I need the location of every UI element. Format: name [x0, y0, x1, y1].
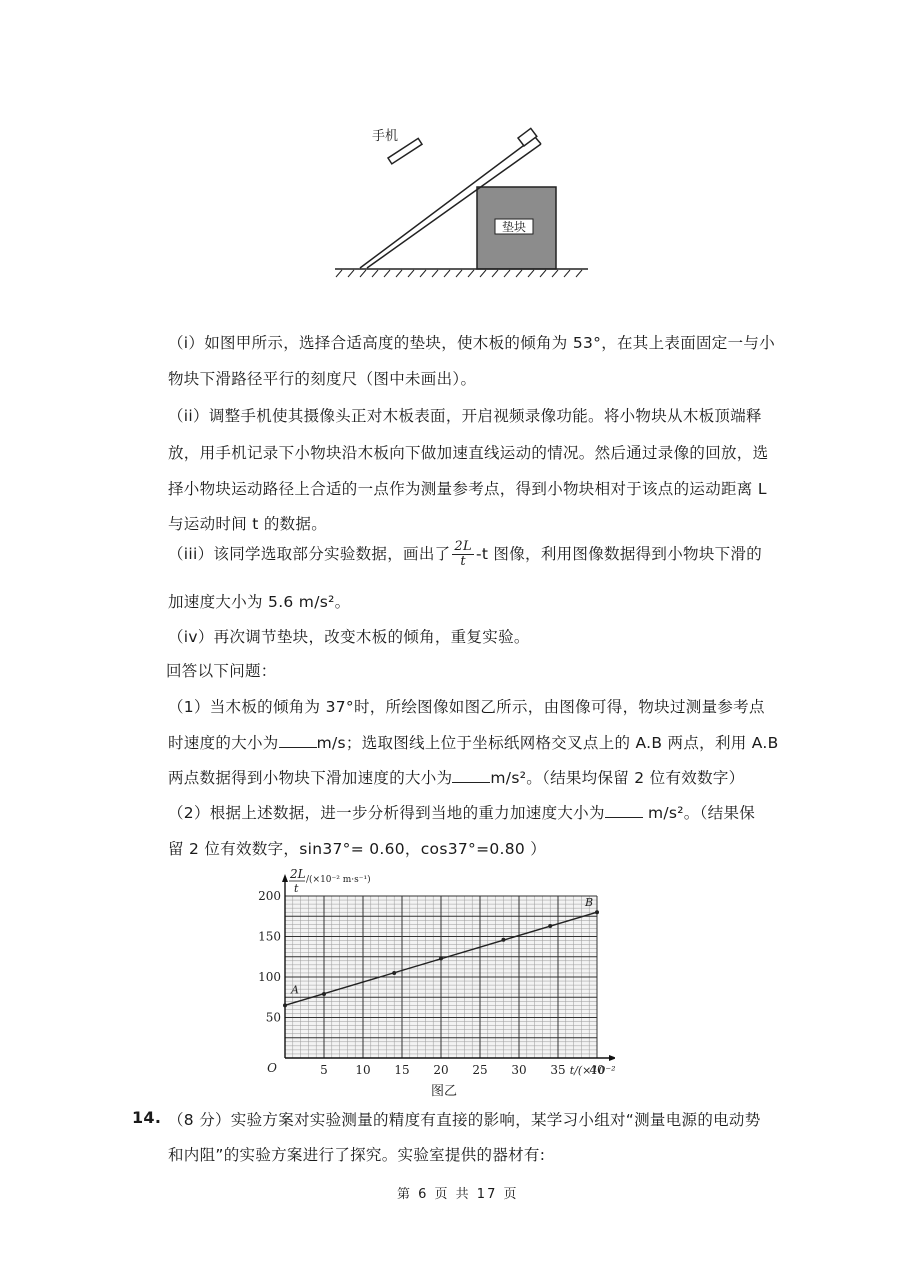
q14-line2: 和内阻”的实验方案进行了探究。实验室提供的器材有: [168, 1146, 546, 1164]
y-tick-label: 50 [265, 1010, 281, 1025]
x-tick-label: 15 [394, 1063, 410, 1077]
data-point [548, 924, 552, 928]
data-point [322, 992, 326, 996]
y-tick-label: 100 [258, 970, 281, 984]
answer-intro: 回答以下问题： [166, 662, 277, 680]
origin-label: O [267, 1061, 277, 1075]
y-tick-label: 200 [258, 889, 281, 903]
x-axis-label: t/(×10⁻² [569, 1064, 615, 1077]
step-iii-text-b: -t 图像，利用图像数据得到小物块下滑的 [475, 545, 763, 563]
answer-blank-velocity[interactable] [279, 733, 317, 748]
phone-label: 手机 [372, 129, 399, 144]
figure-incline-setup [330, 120, 600, 290]
point-label-B: B [585, 896, 594, 910]
chart-figure-yi [255, 868, 615, 1098]
y-label-denominator: t [294, 882, 299, 895]
answer-blank-gravity[interactable] [605, 803, 643, 818]
x-tick-label: 10 [355, 1063, 371, 1077]
q1-line1: （1）当木板的倾角为 37°时，所绘图像如图乙所示，由图像可得，物块过测量参考点 [168, 698, 765, 716]
x-tick-label: 35 [550, 1063, 566, 1077]
q1-line3: 两点数据得到小物块下滑加速度的大小为 m/s²。（结果均保留 2 位有效数字） [168, 769, 745, 787]
chart-svg [255, 868, 615, 1098]
step-i-line1: （i）如图甲所示，选择合适高度的垫块，使木板的倾角为 53°，在其上表面固定一与小 [168, 334, 776, 352]
step-ii-line1: （ii）调整手机使其摄像头正对木板表面，开启视频录像功能。将小物块从木板顶端释 [168, 407, 762, 425]
answer-blank-acceleration[interactable] [452, 768, 490, 783]
x-tick-label: 40 [589, 1063, 605, 1077]
q2-line2: 留 2 位有效数字，sin37°= 0.60，cos37°=0.80 ） [168, 840, 547, 858]
x-tick-label: 20 [433, 1063, 449, 1077]
step-iv: （iv）再次调节垫块，改变木板的倾角，重复实验。 [168, 628, 530, 646]
step-iii-line2: 加速度大小为 5.6 m/s²。 [168, 593, 351, 611]
step-iii-line1 [168, 540, 768, 569]
step-ii-line4: 与运动时间 t 的数据。 [168, 515, 328, 533]
q14-line1: （8 分）实验方案对实验测量的精度有直接的影响，某学习小组对“测量电源的电动势 [168, 1111, 761, 1129]
step-i-line2: 物块下滑路径平行的刻度尺（图中未画出）。 [168, 370, 477, 388]
q1-line2: 时速度的大小为 m/s；选取图线上位于坐标纸网格交叉点上的 A.B 两点，利用 A.B [168, 734, 779, 752]
x-tick-label: 30 [511, 1063, 527, 1077]
step-iii-text-a: （iii）该同学选取部分实验数据，画出了 [168, 545, 451, 563]
block-label: 垫块 [501, 220, 527, 234]
q14-number: 14. [132, 1108, 162, 1127]
step-ii-line3: 择小物块运动路径上合适的一点作为测量参考点，得到小物块相对于该点的运动距离 L [168, 480, 767, 498]
data-point [501, 938, 505, 942]
data-point [283, 1003, 287, 1007]
data-point [595, 910, 599, 914]
x-tick-label: 5 [320, 1063, 328, 1077]
fraction-2L-over-t: $\frac{2L}{t}$ [454, 539, 472, 569]
small-block [518, 128, 537, 146]
y-axis-arrow [282, 874, 288, 882]
step-ii-line2: 放，用手机记录下小物块沿木板向下做加速直线运动的情况。然后通过录像的回放，选 [168, 444, 769, 462]
ground-hatch [336, 270, 582, 277]
q2-line1: （2）根据上述数据，进一步分析得到当地的重力加速度大小为 m/s²。（结果保 [168, 804, 756, 822]
y-label-numerator: 2L [290, 868, 306, 881]
page-footer: 第 6 页 共 17 页 [397, 1187, 519, 1202]
x-tick-label: 25 [472, 1063, 488, 1077]
data-point [392, 971, 396, 975]
y-label-unit: /(×10⁻² m·s⁻¹) [306, 875, 371, 885]
chart-caption: 图乙 [431, 1084, 458, 1099]
data-point [439, 956, 443, 960]
y-tick-label: 150 [258, 929, 281, 944]
point-label-A: A [291, 983, 299, 997]
x-axis-arrow [609, 1055, 615, 1061]
